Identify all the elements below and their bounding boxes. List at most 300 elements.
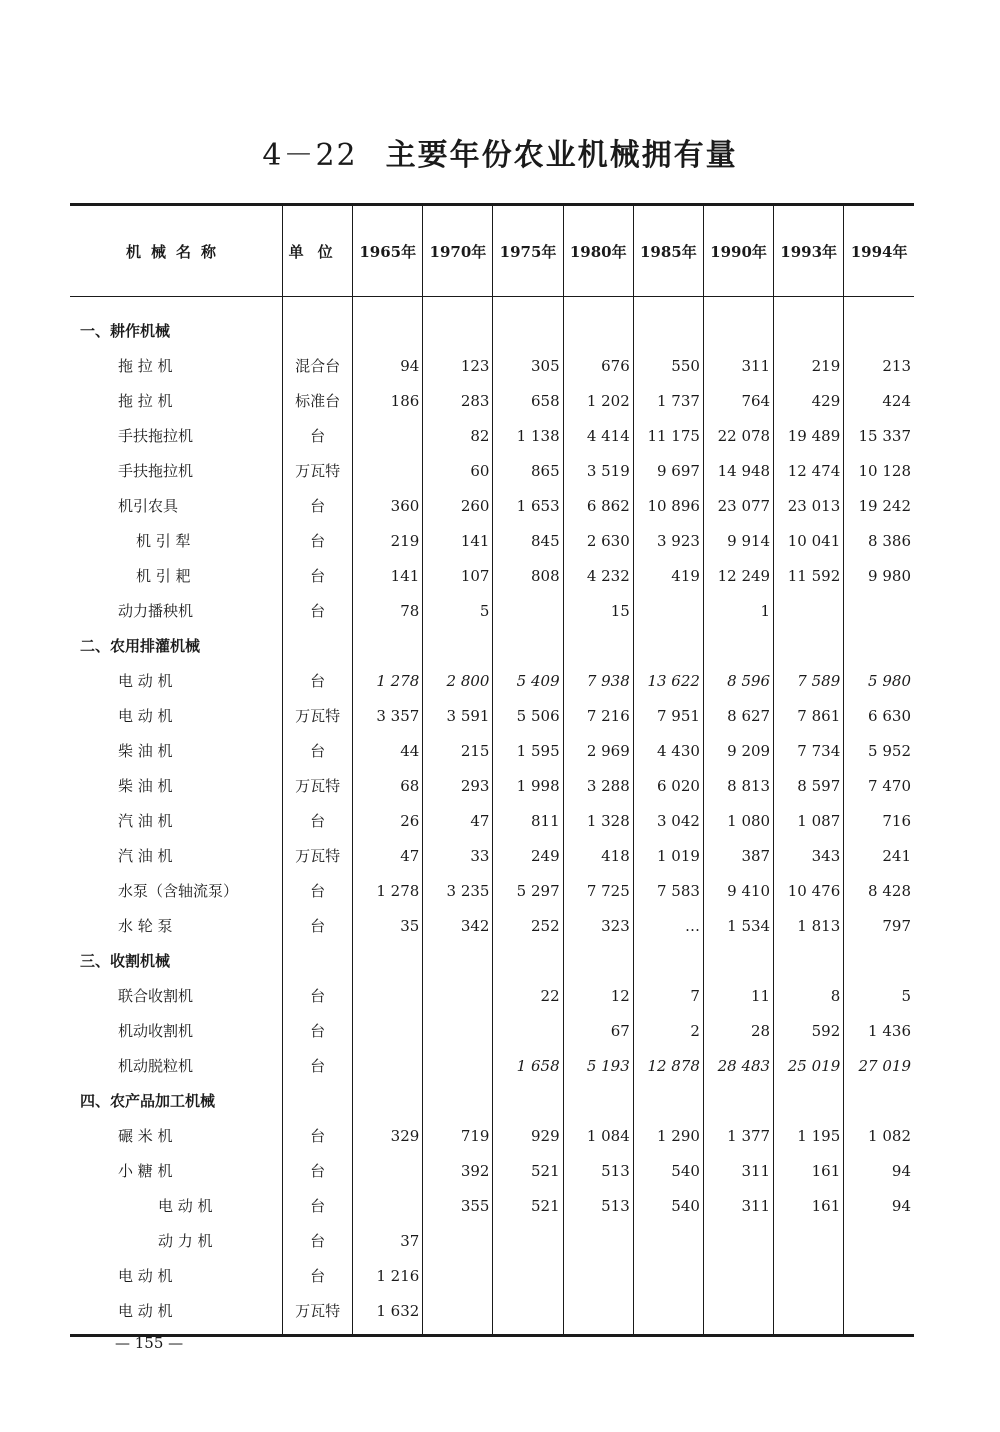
value-cell: [703, 1258, 773, 1293]
value-cell: 141: [423, 523, 493, 558]
value-cell: 418: [563, 838, 633, 873]
value-cell: 845: [493, 523, 563, 558]
value-cell: 15 337: [844, 418, 914, 453]
unit-cell: 台: [283, 1188, 353, 1223]
value-cell: [353, 418, 423, 453]
value-cell: 94: [844, 1153, 914, 1188]
value-cell: 141: [353, 558, 423, 593]
value-cell: [563, 297, 633, 349]
section-row: [70, 297, 914, 349]
value-cell: 260: [423, 488, 493, 523]
value-cell: 360: [353, 488, 423, 523]
value-cell: [844, 943, 914, 978]
column-header-year: 1993年: [774, 205, 844, 297]
value-cell: 1 290: [633, 1118, 703, 1153]
table-row: [70, 908, 914, 943]
section-label: [70, 628, 283, 663]
value-cell: [844, 297, 914, 349]
value-cell: 28 483: [703, 1048, 773, 1083]
unit-cell: 台: [283, 978, 353, 1013]
machine-name: [70, 1223, 283, 1258]
value-cell: [493, 1293, 563, 1336]
value-cell: 342: [423, 908, 493, 943]
value-cell: 215: [423, 733, 493, 768]
value-cell: 12 878: [633, 1048, 703, 1083]
value-cell: 8: [774, 978, 844, 1013]
machine-name-text: 电 动 机: [158, 1197, 213, 1215]
value-cell: [703, 628, 773, 663]
machine-name-text: 动力播秧机: [118, 602, 194, 620]
value-cell: [353, 1048, 423, 1083]
machine-name: [70, 1293, 283, 1336]
unit-cell: [283, 628, 353, 663]
value-cell: 4 232: [563, 558, 633, 593]
value-cell: [423, 943, 493, 978]
value-cell: [633, 943, 703, 978]
value-cell: 323: [563, 908, 633, 943]
machine-name: [70, 1258, 283, 1293]
table-row: [70, 1048, 914, 1083]
unit-cell: 万瓦特: [283, 768, 353, 803]
value-cell: 6 020: [633, 768, 703, 803]
table-row: [70, 453, 914, 488]
value-cell: 7 583: [633, 873, 703, 908]
machine-name: [70, 1013, 283, 1048]
value-cell: 1 377: [703, 1118, 773, 1153]
machine-name: [70, 838, 283, 873]
value-cell: 419: [633, 558, 703, 593]
value-cell: [844, 1083, 914, 1118]
value-cell: 6 630: [844, 698, 914, 733]
column-header-unit: 单位: [283, 205, 353, 297]
value-cell: 5 980: [844, 663, 914, 698]
table-body: [70, 297, 914, 1336]
machine-name: [70, 1048, 283, 1083]
machine-name-text: 汽 油 机: [118, 847, 173, 865]
table-row: [70, 1153, 914, 1188]
value-cell: [844, 1258, 914, 1293]
page-number: — 155 —: [115, 1334, 184, 1352]
value-cell: 311: [703, 348, 773, 383]
unit-cell: 混合台: [283, 348, 353, 383]
value-cell: 2 630: [563, 523, 633, 558]
value-cell: 10 476: [774, 873, 844, 908]
value-cell: 3 519: [563, 453, 633, 488]
value-cell: 387: [703, 838, 773, 873]
unit-cell: 台: [283, 1048, 353, 1083]
value-cell: [703, 943, 773, 978]
value-cell: 37: [353, 1223, 423, 1258]
machine-name: [70, 488, 283, 523]
value-cell: [423, 628, 493, 663]
value-cell: 311: [703, 1188, 773, 1223]
value-cell: 4 414: [563, 418, 633, 453]
unit-cell: 台: [283, 663, 353, 698]
column-header-year: 1980年: [563, 205, 633, 297]
column-header-year: 1970年: [423, 205, 493, 297]
value-cell: 9 914: [703, 523, 773, 558]
column-header-year: 1965年: [353, 205, 423, 297]
value-cell: 1 084: [563, 1118, 633, 1153]
value-cell: 13 622: [633, 663, 703, 698]
value-cell: [493, 1223, 563, 1258]
value-cell: [353, 943, 423, 978]
value-cell: [423, 1048, 493, 1083]
machine-name: [70, 1153, 283, 1188]
value-cell: [633, 628, 703, 663]
value-cell: [493, 628, 563, 663]
machine-name-text: 机动收割机: [118, 1022, 194, 1040]
value-cell: [703, 297, 773, 349]
value-cell: 5 193: [563, 1048, 633, 1083]
machine-name: [70, 978, 283, 1013]
value-cell: 22 078: [703, 418, 773, 453]
machine-name-text: 二、农用排灌机械: [80, 637, 201, 655]
table-row: [70, 698, 914, 733]
table-row: [70, 488, 914, 523]
value-cell: [353, 1083, 423, 1118]
machine-name-text: 水 轮 泵: [118, 917, 173, 935]
value-cell: 865: [493, 453, 563, 488]
value-cell: 1 653: [493, 488, 563, 523]
value-cell: 6 862: [563, 488, 633, 523]
value-cell: 23 013: [774, 488, 844, 523]
unit-cell: [283, 1083, 353, 1118]
table-title: 主要年份农业机械拥有量: [385, 138, 738, 173]
value-cell: [423, 1223, 493, 1258]
column-header-name: 机械名称: [70, 205, 283, 297]
unit-cell: 台: [283, 418, 353, 453]
machine-name-text: 四、农产品加工机械: [80, 1092, 216, 1110]
unit-cell: 万瓦特: [283, 1293, 353, 1336]
value-cell: [493, 297, 563, 349]
value-cell: 540: [633, 1188, 703, 1223]
table-row: [70, 1118, 914, 1153]
machine-name: [70, 873, 283, 908]
value-cell: 9 209: [703, 733, 773, 768]
value-cell: 1 436: [844, 1013, 914, 1048]
value-cell: 1 019: [633, 838, 703, 873]
machine-name: [70, 418, 283, 453]
unit-cell: 台: [283, 1258, 353, 1293]
machine-name-text: 机引农具: [118, 497, 179, 515]
value-cell: 47: [423, 803, 493, 838]
machine-name: [70, 348, 283, 383]
value-cell: [423, 1293, 493, 1336]
value-cell: 213: [844, 348, 914, 383]
value-cell: 107: [423, 558, 493, 593]
value-cell: [493, 1013, 563, 1048]
column-header-year: 1985年: [633, 205, 703, 297]
value-cell: 5 506: [493, 698, 563, 733]
value-cell: 5: [844, 978, 914, 1013]
value-cell: 1: [703, 593, 773, 628]
value-cell: [423, 978, 493, 1013]
value-cell: 3 288: [563, 768, 633, 803]
value-cell: 11: [703, 978, 773, 1013]
value-cell: [563, 1223, 633, 1258]
value-cell: 7 725: [563, 873, 633, 908]
value-cell: 7 216: [563, 698, 633, 733]
value-cell: [353, 453, 423, 488]
value-cell: [353, 978, 423, 1013]
value-cell: 797: [844, 908, 914, 943]
value-cell: 10 041: [774, 523, 844, 558]
value-cell: 3 591: [423, 698, 493, 733]
value-cell: 7 589: [774, 663, 844, 698]
value-cell: 33: [423, 838, 493, 873]
value-cell: [353, 1013, 423, 1048]
value-cell: [844, 1293, 914, 1336]
machine-name: [70, 453, 283, 488]
machine-name-text: 机动脱粒机: [118, 1057, 194, 1075]
value-cell: 68: [353, 768, 423, 803]
value-cell: 161: [774, 1153, 844, 1188]
table-row: [70, 733, 914, 768]
machine-name-text: 汽 油 机: [118, 812, 173, 830]
value-cell: 9 410: [703, 873, 773, 908]
value-cell: [353, 297, 423, 349]
value-cell: 8 386: [844, 523, 914, 558]
value-cell: 1 632: [353, 1293, 423, 1336]
value-cell: [774, 1258, 844, 1293]
value-cell: [633, 1083, 703, 1118]
unit-cell: 台: [283, 593, 353, 628]
value-cell: 1 658: [493, 1048, 563, 1083]
value-cell: 1 278: [353, 663, 423, 698]
value-cell: [493, 943, 563, 978]
value-cell: 12: [563, 978, 633, 1013]
value-cell: [423, 1258, 493, 1293]
machine-name-text: 拖 拉 机: [118, 392, 173, 410]
unit-cell: 万瓦特: [283, 453, 353, 488]
value-cell: [844, 593, 914, 628]
column-header-year: 1975年: [493, 205, 563, 297]
value-cell: 1 813: [774, 908, 844, 943]
table-row: [70, 523, 914, 558]
value-cell: [563, 1083, 633, 1118]
unit-cell: [283, 943, 353, 978]
value-cell: 343: [774, 838, 844, 873]
value-cell: 293: [423, 768, 493, 803]
machine-name-text: 电 动 机: [118, 1302, 173, 1320]
value-cell: 47: [353, 838, 423, 873]
table-row: [70, 1013, 914, 1048]
value-cell: 1 138: [493, 418, 563, 453]
value-cell: [563, 943, 633, 978]
machine-name: [70, 698, 283, 733]
value-cell: 929: [493, 1118, 563, 1153]
value-cell: 252: [493, 908, 563, 943]
unit-cell: 台: [283, 733, 353, 768]
value-cell: 11 175: [633, 418, 703, 453]
value-cell: [493, 1258, 563, 1293]
value-cell: 1 087: [774, 803, 844, 838]
value-cell: 329: [353, 1118, 423, 1153]
machine-name: [70, 383, 283, 418]
value-cell: 764: [703, 383, 773, 418]
machine-name-text: 电 动 机: [118, 672, 173, 690]
value-cell: 94: [353, 348, 423, 383]
section-row: [70, 628, 914, 663]
unit-cell: 台: [283, 488, 353, 523]
machine-name: [70, 1118, 283, 1153]
value-cell: 22: [493, 978, 563, 1013]
machine-name-text: 碾 米 机: [118, 1127, 173, 1145]
value-cell: 424: [844, 383, 914, 418]
value-cell: 8 597: [774, 768, 844, 803]
table-row: [70, 418, 914, 453]
unit-cell: 台: [283, 1118, 353, 1153]
value-cell: 82: [423, 418, 493, 453]
machine-name-text: 柴 油 机: [118, 777, 173, 795]
machine-name-text: 手扶拖拉机: [118, 427, 194, 445]
value-cell: 7 470: [844, 768, 914, 803]
header-row: [70, 205, 914, 297]
value-cell: [423, 1083, 493, 1118]
machine-name-text: 水泵（含轴流泵）: [118, 882, 239, 900]
value-cell: 5 409: [493, 663, 563, 698]
value-cell: [703, 1083, 773, 1118]
value-cell: 219: [774, 348, 844, 383]
value-cell: 429: [774, 383, 844, 418]
value-cell: 9 697: [633, 453, 703, 488]
value-cell: 8 813: [703, 768, 773, 803]
value-cell: 7 861: [774, 698, 844, 733]
table-row: [70, 348, 914, 383]
value-cell: 676: [563, 348, 633, 383]
table-row: [70, 1223, 914, 1258]
value-cell: 3 923: [633, 523, 703, 558]
value-cell: 25 019: [774, 1048, 844, 1083]
machine-name: [70, 768, 283, 803]
column-header-year: 1994年: [844, 205, 914, 297]
value-cell: 5 952: [844, 733, 914, 768]
value-cell: 283: [423, 383, 493, 418]
machine-name: [70, 908, 283, 943]
machine-name-text: 三、收割机械: [80, 952, 171, 970]
table-row: [70, 1293, 914, 1336]
value-cell: [353, 1188, 423, 1223]
value-cell: 7: [633, 978, 703, 1013]
table-row: [70, 803, 914, 838]
value-cell: 10 896: [633, 488, 703, 523]
section-label: [70, 1083, 283, 1118]
value-cell: [774, 1293, 844, 1336]
value-cell: 8 428: [844, 873, 914, 908]
value-cell: [493, 593, 563, 628]
value-cell: [563, 1258, 633, 1293]
value-cell: [633, 1223, 703, 1258]
value-cell: [633, 1293, 703, 1336]
value-cell: 19 489: [774, 418, 844, 453]
value-cell: 11 592: [774, 558, 844, 593]
value-cell: [353, 628, 423, 663]
value-cell: 513: [563, 1153, 633, 1188]
page-title: [0, 130, 1000, 174]
section-label: [70, 297, 283, 349]
table-row: [70, 1258, 914, 1293]
value-cell: 1 202: [563, 383, 633, 418]
value-cell: 9 980: [844, 558, 914, 593]
machine-name-text: 拖 拉 机: [118, 357, 173, 375]
value-cell: 8 627: [703, 698, 773, 733]
value-cell: 44: [353, 733, 423, 768]
machine-name: [70, 558, 283, 593]
value-cell: [423, 297, 493, 349]
table-row: [70, 593, 914, 628]
unit-cell: 台: [283, 803, 353, 838]
machine-name: [70, 803, 283, 838]
value-cell: [633, 297, 703, 349]
value-cell: 811: [493, 803, 563, 838]
table-row: [70, 768, 914, 803]
unit-cell: 万瓦特: [283, 698, 353, 733]
value-cell: 2 800: [423, 663, 493, 698]
value-cell: 26: [353, 803, 423, 838]
value-cell: …: [633, 908, 703, 943]
machine-name-text: 联合收割机: [118, 987, 194, 1005]
table-row: [70, 838, 914, 873]
value-cell: 1 737: [633, 383, 703, 418]
unit-cell: 台: [283, 1013, 353, 1048]
value-cell: 355: [423, 1188, 493, 1223]
value-cell: 1 082: [844, 1118, 914, 1153]
section-row: [70, 1083, 914, 1118]
value-cell: [633, 1258, 703, 1293]
unit-cell: [283, 297, 353, 349]
value-cell: 35: [353, 908, 423, 943]
value-cell: 12 249: [703, 558, 773, 593]
unit-cell: 台: [283, 558, 353, 593]
table-number: 4－22: [262, 138, 358, 173]
table-row: [70, 1188, 914, 1223]
value-cell: 249: [493, 838, 563, 873]
value-cell: 94: [844, 1188, 914, 1223]
machine-name-text: 电 动 机: [118, 707, 173, 725]
value-cell: [353, 1153, 423, 1188]
value-cell: 305: [493, 348, 563, 383]
value-cell: [703, 1293, 773, 1336]
value-cell: [633, 593, 703, 628]
value-cell: 658: [493, 383, 563, 418]
value-cell: 60: [423, 453, 493, 488]
table-row: [70, 873, 914, 908]
value-cell: 14 948: [703, 453, 773, 488]
value-cell: 2 969: [563, 733, 633, 768]
value-cell: [844, 628, 914, 663]
value-cell: 8 596: [703, 663, 773, 698]
value-cell: 1 534: [703, 908, 773, 943]
value-cell: 78: [353, 593, 423, 628]
unit-cell: 台: [283, 1153, 353, 1188]
machine-name-text: 一、耕作机械: [80, 322, 171, 340]
section-row: [70, 943, 914, 978]
value-cell: 521: [493, 1153, 563, 1188]
value-cell: 67: [563, 1013, 633, 1048]
machine-name-text: 机 引 耙: [136, 567, 191, 585]
machine-name-text: 动 力 机: [158, 1232, 213, 1250]
value-cell: 10 128: [844, 453, 914, 488]
value-cell: 7 938: [563, 663, 633, 698]
machine-name: [70, 593, 283, 628]
table-row: [70, 663, 914, 698]
unit-cell: 台: [283, 908, 353, 943]
machine-name: [70, 523, 283, 558]
value-cell: 1 595: [493, 733, 563, 768]
machine-name-text: 柴 油 机: [118, 742, 173, 760]
value-cell: 1 998: [493, 768, 563, 803]
